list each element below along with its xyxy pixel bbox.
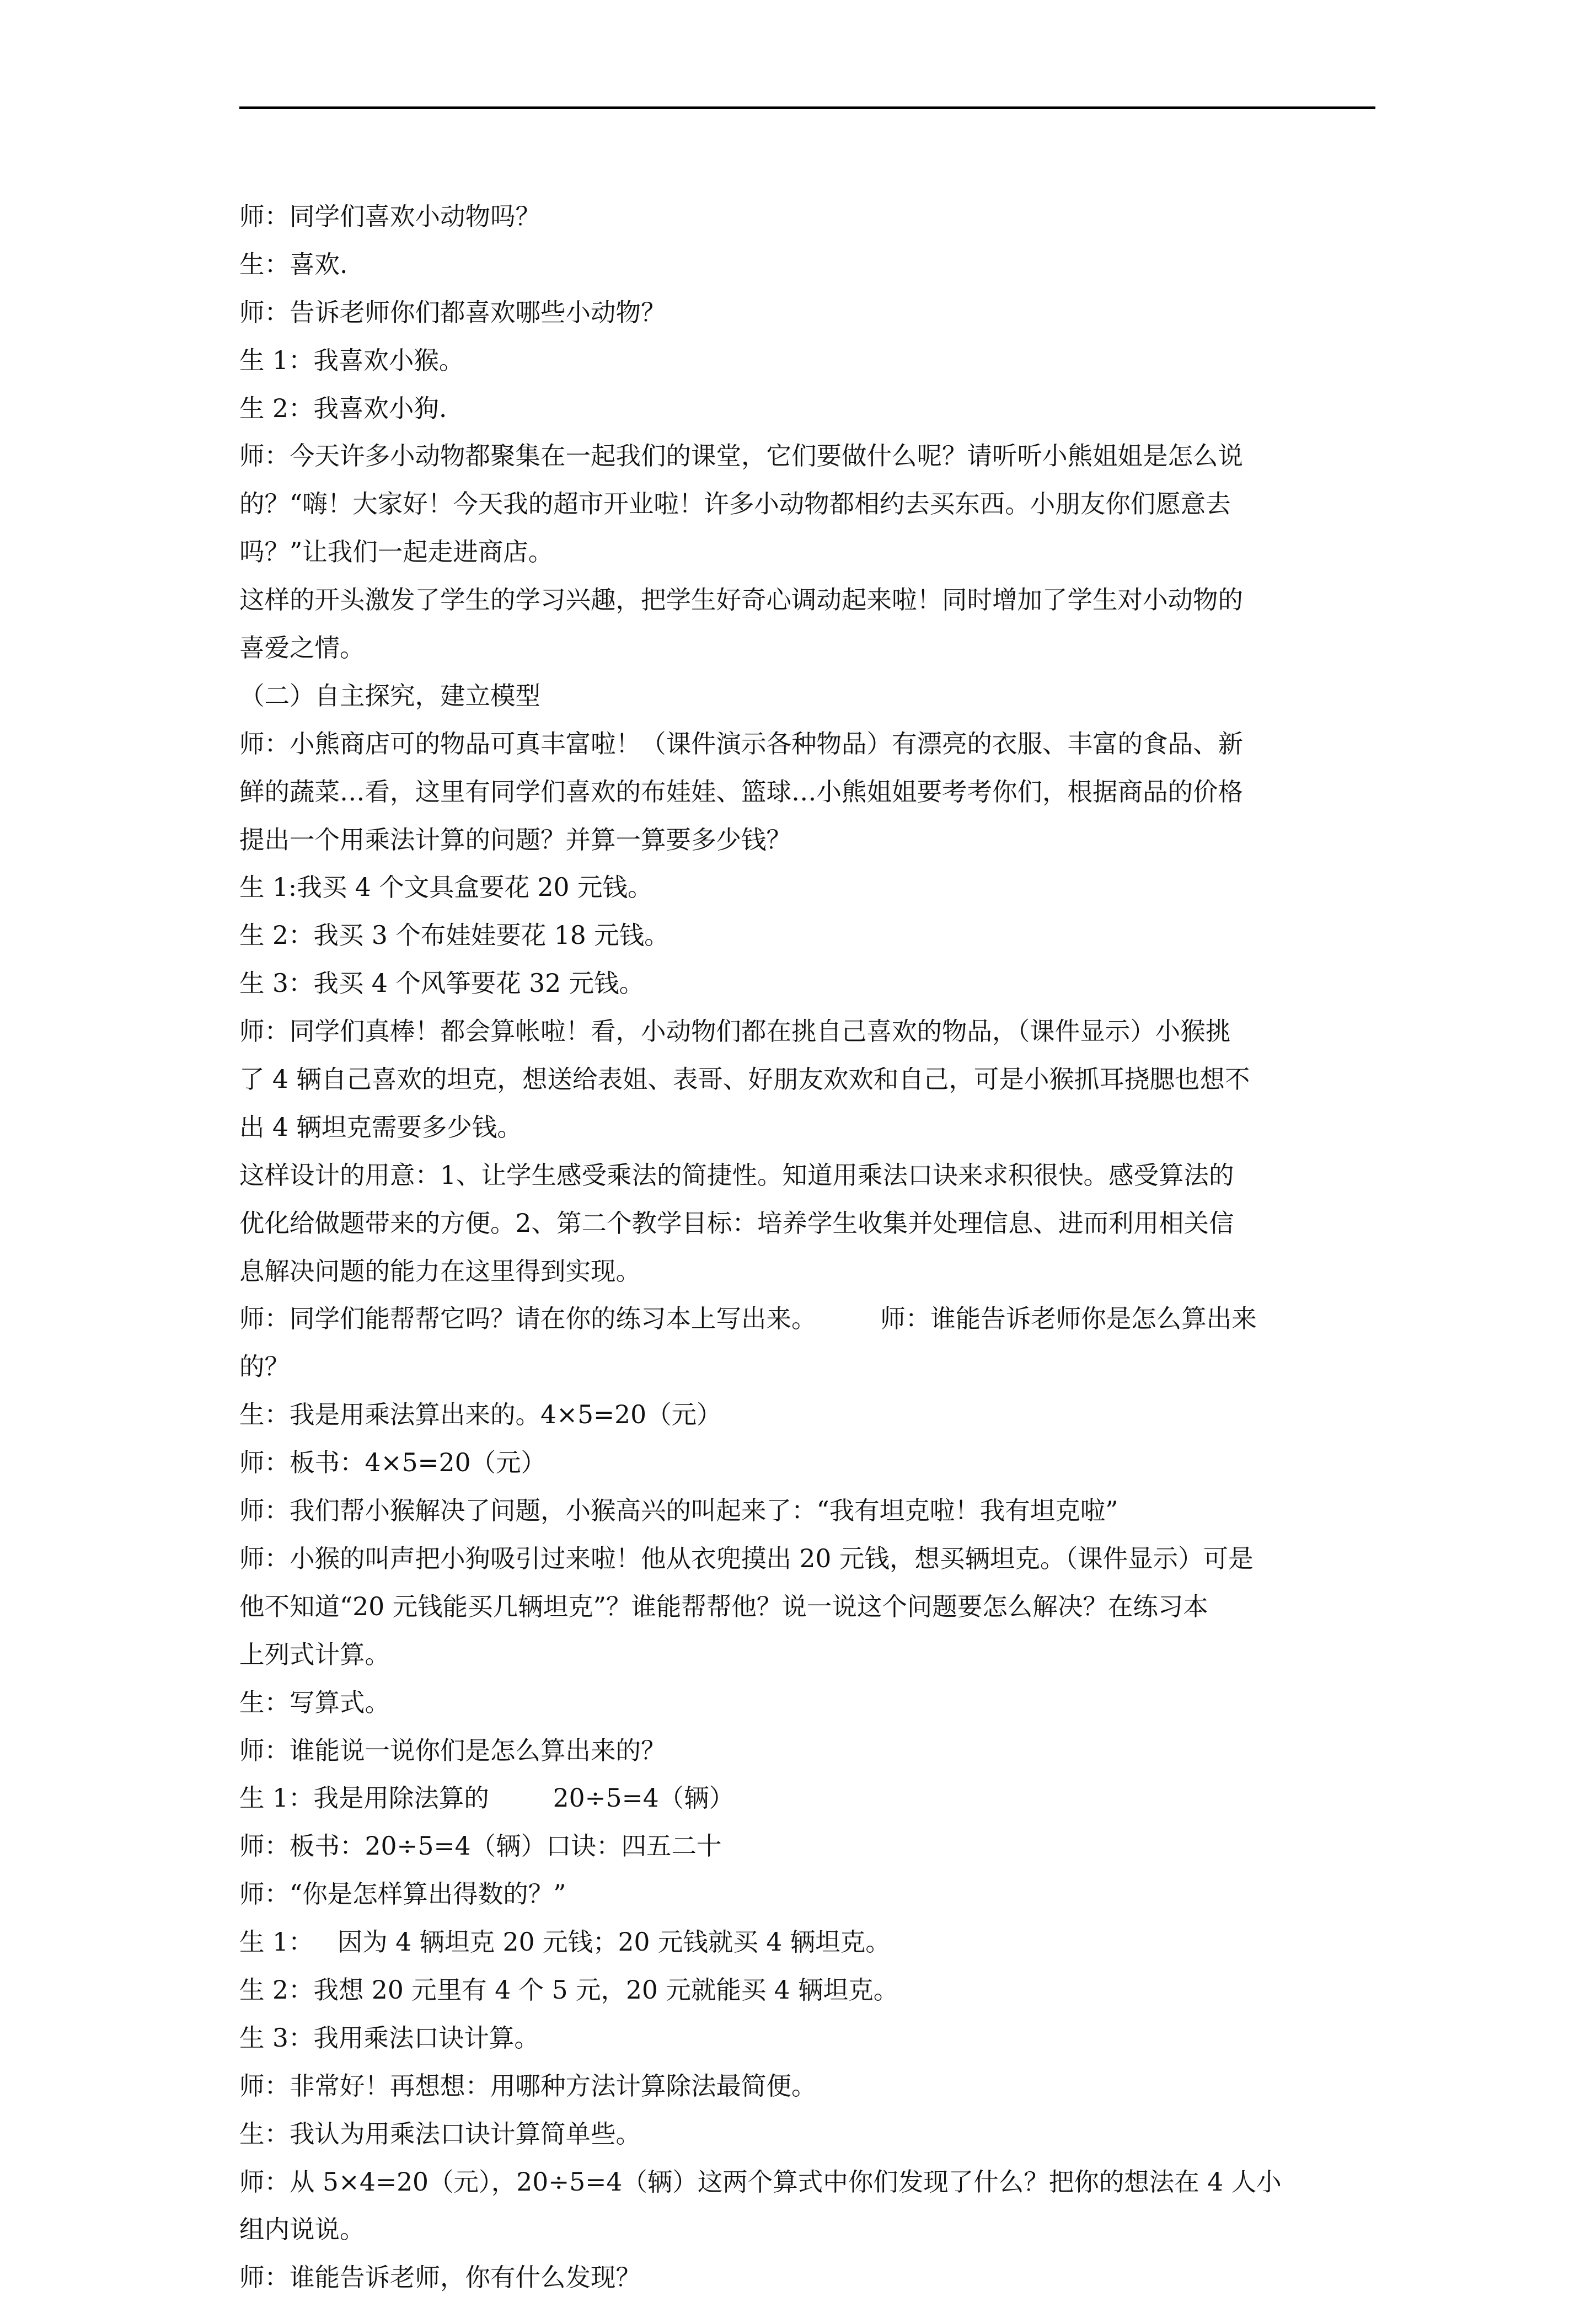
section-heading: （二）自主探究，建立模型 bbox=[239, 681, 541, 711]
text-line: 的？ bbox=[239, 1352, 290, 1382]
text-line: 师：从 5×4=20（元），20÷5=4（辆）这两个算式中你们发现了什么？把你的想法在 4 人小 bbox=[239, 2167, 1282, 2197]
text-line: 优化给做题带来的方便。2、第二个教学目标：培养学生收集并处理信息、进而利用相关信 bbox=[239, 1208, 1234, 1238]
document-body bbox=[239, 193, 1375, 2302]
text-line: 生 3：我用乘法口诀计算。 bbox=[239, 2023, 539, 2053]
text-line: 师：我们帮小猴解决了问题，小猴高兴的叫起来了：“我有坦克啦！我有坦克啦” bbox=[239, 1496, 1118, 1526]
text-line: 师：告诉老师你们都喜欢哪些小动物？ bbox=[239, 297, 666, 327]
text-line: 生 3：我买 4 个风筝要花 32 元钱。 bbox=[239, 969, 645, 998]
text-line: 生 2：我想 20 元里有 4 个 5 元，20 元就能买 4 辆坦克。 bbox=[239, 1975, 899, 2005]
text-line: 师：谁能说一说你们是怎么算出来的？ bbox=[239, 1735, 666, 1765]
text-line: 这样设计的用意：1、让学生感受乘法的简捷性。知道用乘法口诀来求积很快。感受算法的 bbox=[239, 1160, 1234, 1190]
text-line: 师：同学们能帮帮它吗？请在你的练习本上写出来。 师：谁能告诉老师你是怎么算出来 bbox=[239, 1304, 1257, 1334]
text-line: 生 1：我是用除法算的 20÷5=4（辆） bbox=[239, 1783, 735, 1813]
text-line: 生：我是用乘法算出来的。4×5=20（元） bbox=[239, 1400, 722, 1430]
text-line: 提出一个用乘法计算的问题？并算一算要多少钱？ bbox=[239, 825, 792, 854]
text-line: 这样的开头激发了学生的学习兴趣，把学生好奇心调动起来啦！同时增加了学生对小动物的 bbox=[239, 585, 1244, 615]
text-line: 他不知道“20 元钱能买几辆坦克”？谁能帮帮他？说一说这个问题要怎么解决？在练习本 bbox=[239, 1591, 1208, 1621]
text-line: 生：喜欢. bbox=[239, 249, 348, 279]
text-line: 上列式计算。 bbox=[239, 1639, 390, 1669]
text-line: 生 1:我买 4 个文具盒要花 20 元钱。 bbox=[239, 873, 653, 902]
text-line: 师：同学们喜欢小动物吗？ bbox=[239, 202, 541, 231]
text-line: 师：今天许多小动物都聚集在一起我们的课堂，它们要做什么呢？请听听小熊姐姐是怎么说 bbox=[239, 441, 1244, 471]
text-line: 师：板书：20÷5=4（辆）口诀：四五二十 bbox=[239, 1831, 722, 1861]
text-line: 生 1：我喜欢小猴。 bbox=[239, 345, 464, 375]
text-line: 鲜的蔬菜…看，这里有同学们喜欢的布娃娃、篮球…小熊姐姐要考考你们，根据商品的价格 bbox=[239, 777, 1244, 806]
text-line: 师：板书：4×5=20（元） bbox=[239, 1448, 547, 1478]
text-line: 生 2：我喜欢小狗. bbox=[239, 393, 447, 423]
text-line: 师：非常好！再想想：用哪种方法计算除法最简便。 bbox=[239, 2071, 817, 2101]
text-line: 师：同学们真棒！都会算帐啦！看，小动物们都在挑自己喜欢的物品，（课件显示）小猴挑 bbox=[239, 1017, 1231, 1046]
text-line: 出 4 辆坦克需要多少钱。 bbox=[239, 1112, 522, 1142]
text-line: 师：小猴的叫声把小狗吸引过来啦！他从衣兜摸出 20 元钱，想买辆坦克。（课件显示）可是 bbox=[239, 1543, 1254, 1573]
text-line: 组内说说。 bbox=[239, 2215, 365, 2245]
text-line: 的？“嗨！大家好！今天我的超市开业啦！许多小动物都相约去买东西。小朋友你们愿意去 bbox=[239, 489, 1231, 519]
text-line: 生 1： 因为 4 辆坦克 20 元钱；20 元钱就买 4 辆坦克。 bbox=[239, 1927, 891, 1957]
text-line: 师：“你是怎样算出得数的？” bbox=[239, 1879, 566, 1909]
text-line: 师：小熊商店可的物品可真丰富啦！（课件演示各种物品）有漂亮的衣服、丰富的食品、新 bbox=[239, 729, 1244, 759]
text-line: 吗？”让我们一起走进商店。 bbox=[239, 537, 554, 567]
text-line: 了 4 辆自己喜欢的坦克，想送给表姐、表哥、好朋友欢欢和自己，可是小猴抓耳挠腮也想不 bbox=[239, 1065, 1250, 1094]
text-line: 息解决问题的能力在这里得到实现。 bbox=[239, 1256, 641, 1286]
header-rule bbox=[239, 106, 1375, 109]
text-line: 生：我认为用乘法口诀计算简单些。 bbox=[239, 2119, 641, 2149]
text-line: 生：写算式。 bbox=[239, 1687, 390, 1717]
text-line: 师：谁能告诉老师，你有什么发现？ bbox=[239, 2263, 641, 2293]
text-line: 喜爱之情。 bbox=[239, 633, 365, 663]
text-line: 生 2：我买 3 个布娃娃要花 18 元钱。 bbox=[239, 921, 670, 950]
